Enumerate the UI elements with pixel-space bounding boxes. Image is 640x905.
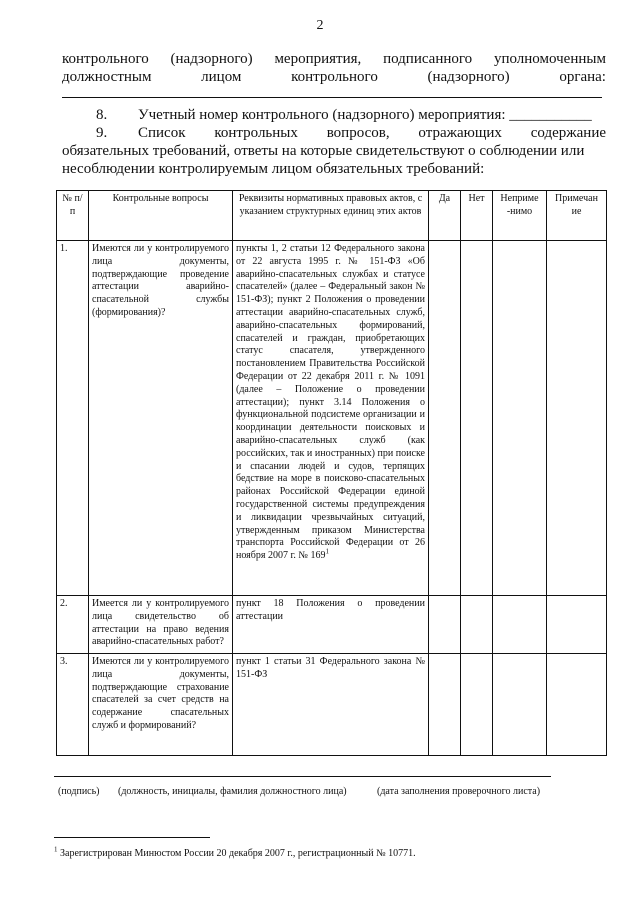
page-number: 2: [316, 18, 324, 33]
col-header-note: Примечан ие: [547, 191, 607, 241]
answer-yes-cell[interactable]: [429, 596, 461, 654]
row-number: 3.: [57, 654, 89, 756]
answer-no-cell[interactable]: [461, 654, 493, 756]
intro-word: органа:: [559, 69, 606, 85]
row-requisites: [233, 596, 429, 654]
row-requisites-text: пункт 18 Положения о проведении аттестации: [236, 598, 425, 622]
row-number: 1.: [57, 241, 89, 596]
item-9-line-2: обязательных требований, ответы на которые свидетельствуют о соблюдении или: [62, 143, 585, 159]
intro-line-2: [62, 68, 606, 86]
item-9-line-3: несоблюдении контролируемым лицом обязательных требований:: [62, 161, 485, 177]
official-label: (должность, инициалы, фамилия должностного лица): [118, 786, 347, 797]
col-header-yes: Да: [429, 191, 461, 241]
col-header-questions: Контрольные вопросы: [89, 191, 233, 241]
intro-word: контрольного: [291, 69, 378, 85]
intro-word: подписанного: [383, 51, 473, 67]
col-header-no: Нет: [461, 191, 493, 241]
item-9-number: 9.: [96, 125, 108, 141]
item-8-number: 8.: [96, 107, 108, 123]
row-requisites: [233, 654, 429, 756]
table-row: [57, 654, 607, 756]
row-requisites: [233, 241, 429, 596]
col-header-requisites: Реквизиты нормативных правовых актов, с указанием структурных единиц этих актов: [233, 191, 429, 241]
answer-na-cell[interactable]: [493, 654, 547, 756]
table-row: [57, 241, 607, 596]
answer-yes-cell[interactable]: [429, 654, 461, 756]
intro-word: должностным: [62, 69, 152, 85]
footnote-ref: 1: [325, 547, 329, 556]
intro-word: уполномоченным: [493, 51, 606, 67]
answer-yes-cell[interactable]: [429, 241, 461, 596]
item-9-word: содержание: [530, 125, 606, 141]
row-question: Имеются ли у контролируемого лица документы, подтверждающие страхование спасателей за счет средств на содержание спасательных служб и формирований?: [89, 654, 233, 756]
checklist-table: [56, 190, 607, 756]
answer-na-cell[interactable]: [493, 596, 547, 654]
intro-paragraph: [62, 50, 606, 86]
table-row: [57, 596, 607, 654]
footnote-separator: [54, 837, 210, 838]
note-cell[interactable]: [547, 241, 607, 596]
footnote-mark: 1: [54, 845, 58, 854]
date-label: (дата заполнения проверочного листа): [377, 786, 541, 797]
intro-word: (надзорного): [427, 69, 510, 85]
row-requisites-text: пункты 1, 2 статьи 12 Федерального закона от 22 августа 1995 г. № 151-ФЗ «Об аварийно-спасательных службах и статусе спасателей» (далее – Федеральный закон № 151-ФЗ); пункт 2 Положения о проведении аттестации аварийно-спасательных служб, аварийно-спасательных формирований, спасателей и граждан, приобретающих статус спасателя, утвержденного постановлением Правительства Российской Федерации от 22 декабря 2011 г. № 1091 (далее – Положение о проведении аттестации); пункт 3.14 Положения о функциональной подсистеме организации и координации деятельности поисковых и аварийно-спасательных служб (как российских, так и иностранных) при поиске и спасании людей и судов, терпящих бедствие на море в поисково-спасательных районах Российской Федерации единой государственной системы предупреждения и ликвидации чрезвычайных ситуаций, утвержденным приказом Министерства транспорта Российской Федерации от 26 ноября 2007 г. № 169: [236, 243, 425, 562]
answer-na-cell[interactable]: [493, 241, 547, 596]
row-question: Имеются ли у контролируемого лица документы, подтверждающие проведение аттестации аварийно-спасательной службы (формирования)?: [89, 241, 233, 596]
answer-no-cell[interactable]: [461, 596, 493, 654]
intro-word: (надзорного): [170, 51, 253, 67]
item-9-word: Список: [138, 125, 186, 141]
signature-rule-top: [62, 97, 602, 98]
row-question: Имеется ли у контролируемого лица свидетельство об аттестации на право ведения аварийно-спасательных работ?: [89, 596, 233, 654]
table-header-row: [57, 191, 607, 241]
item-9-word: контрольных: [214, 125, 298, 141]
note-cell[interactable]: [547, 654, 607, 756]
intro-word: мероприятия,: [274, 51, 362, 67]
footnote: [54, 845, 416, 859]
answer-no-cell[interactable]: [461, 241, 493, 596]
item-8-text: Учетный номер контрольного (надзорного) мероприятия: ___________: [138, 107, 592, 123]
intro-line-1: [62, 50, 606, 68]
intro-word: лицом: [201, 69, 242, 85]
col-header-num: № п/п: [57, 191, 89, 241]
footnote-text: Зарегистрирован Минюстом России 20 декабря 2007 г., регистрационный № 10771.: [60, 848, 416, 859]
col-header-na: Неприме -нимо: [493, 191, 547, 241]
signature-line[interactable]: [54, 776, 551, 777]
signature-label: (подпись): [58, 786, 100, 797]
item-9-line-1: [138, 124, 606, 142]
item-9-word: вопросов,: [326, 125, 390, 141]
item-9-word: отражающих: [418, 125, 502, 141]
row-number: 2.: [57, 596, 89, 654]
intro-word: контрольного: [62, 51, 149, 67]
note-cell[interactable]: [547, 596, 607, 654]
row-requisites-text: пункт 1 статьи 31 Федерального закона № 151-ФЗ: [236, 656, 425, 680]
